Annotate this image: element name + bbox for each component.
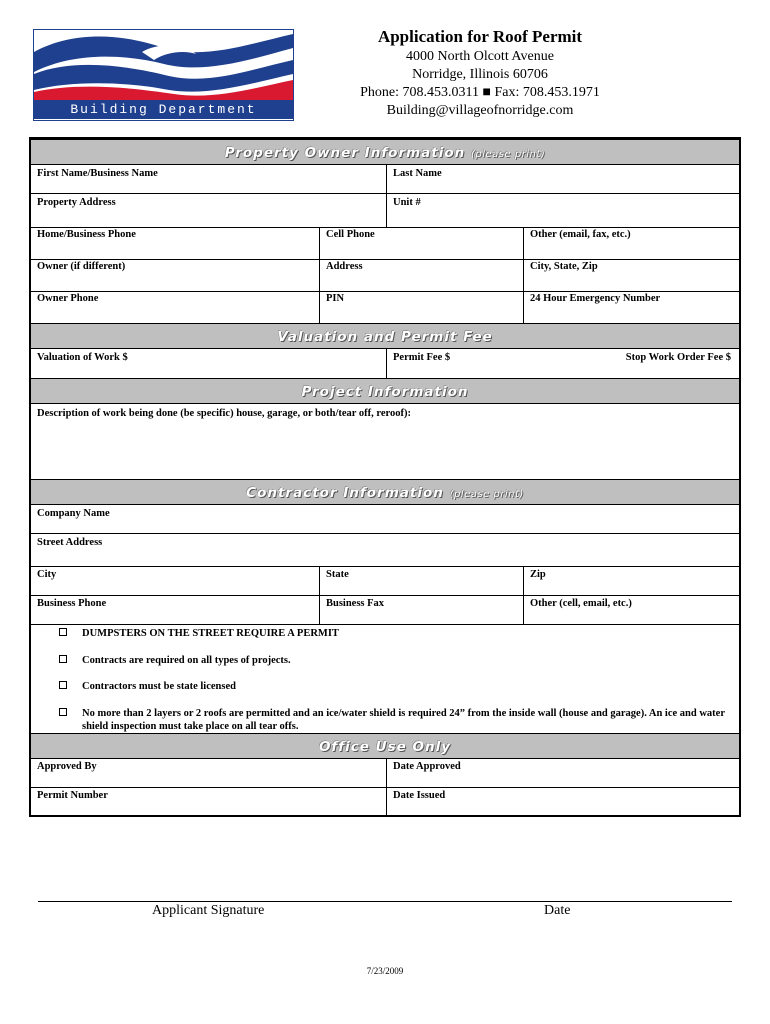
building-department-logo: [33, 29, 294, 121]
permit-fee-label: Permit Fee $: [393, 352, 451, 363]
business-phone-label: Business Phone: [37, 598, 107, 609]
section-title-office: Office Use Only: [318, 739, 452, 755]
cell-phone-label: Cell Phone: [326, 229, 375, 240]
section-header-contractor: [31, 479, 739, 505]
page-header: [310, 27, 650, 120]
section-header-project: [31, 378, 739, 404]
other-contact-label: Other (email, fax, etc.): [530, 229, 631, 240]
footer-date: 7/23/2009: [366, 966, 404, 976]
checkbox-icon[interactable]: [59, 681, 67, 689]
section-title-owner: Property Owner Information: [224, 145, 466, 161]
section-title-valuation: Valuation and Permit Fee: [277, 329, 493, 345]
first-name-label: First Name/Business Name: [37, 168, 158, 179]
section-header-valuation: [31, 323, 739, 349]
home-phone-label: Home/Business Phone: [37, 229, 136, 240]
section-title-contractor: Contractor Information: [246, 485, 444, 501]
stop-work-fee-label: Stop Work Order Fee $: [625, 352, 731, 363]
section-title-project: Project Information: [301, 384, 469, 400]
last-name-label: Last Name: [393, 168, 442, 179]
applicant-signature-label: Applicant Signature: [152, 903, 265, 918]
city-state-zip-label: City, State, Zip: [530, 261, 598, 272]
signature-date-label: Date: [544, 903, 571, 918]
owner-phone-label: Owner Phone: [37, 293, 99, 304]
approved-by-label: Approved By: [37, 761, 97, 772]
unit-label: Unit #: [393, 197, 421, 208]
office-phone-fax: Phone: 708.453.0311 ■ Fax: 708.453.1971: [360, 85, 600, 100]
business-fax-label: Business Fax: [326, 598, 385, 609]
list-item: DUMPSTERS ON THE STREET REQUIRE A PERMIT: [53, 627, 729, 641]
page-title: Application for Roof Permit: [377, 27, 583, 46]
valuation-label: Valuation of Work $: [37, 352, 128, 363]
contractor-state-label: State: [326, 569, 349, 580]
property-address-label: Property Address: [37, 197, 116, 208]
office-email: Building@villageofnorridge.com: [386, 103, 574, 118]
checkbox-icon[interactable]: [59, 655, 67, 663]
section-note-contractor: (please print): [449, 489, 524, 500]
company-name-label: Company Name: [37, 508, 110, 519]
emergency-number-label: 24 Hour Emergency Number: [530, 293, 661, 304]
signature-line: [38, 901, 732, 902]
section-header-owner: [31, 139, 739, 165]
owner-address-label: Address: [326, 261, 363, 272]
section-note-owner: (please print): [470, 149, 546, 160]
list-item: Contracts are required on all types of projects.: [53, 654, 729, 668]
list-item: Contractors must be state licensed: [53, 680, 729, 694]
office-city: Norridge, Illinois 60706: [412, 67, 548, 82]
description-label: Description of work being done (be specific) house, garage, or both/tear off, reroof):: [37, 408, 411, 419]
office-address: 4000 North Olcott Avenue: [406, 49, 554, 64]
checkbox-icon[interactable]: [59, 628, 67, 636]
contractor-city-label: City: [37, 569, 57, 580]
permit-form: [29, 137, 741, 817]
list-item: No more than 2 layers or 2 roofs are permitted and an ice/water shield is required 24” from the inside wall (house and garage). An ice and water shield inspection must take place on all tear offs.: [53, 707, 729, 733]
section-header-office: [31, 733, 739, 759]
contractor-other-label: Other (cell, email, etc.): [530, 598, 632, 609]
pin-label: PIN: [326, 293, 345, 304]
date-approved-label: Date Approved: [393, 761, 461, 772]
checkbox-icon[interactable]: [59, 708, 67, 716]
street-address-label: Street Address: [37, 537, 103, 548]
permit-number-label: Permit Number: [37, 790, 108, 801]
contractor-zip-label: Zip: [530, 569, 546, 580]
date-issued-label: Date Issued: [393, 790, 446, 801]
owner-if-different-label: Owner (if different): [37, 261, 126, 272]
logo-caption: Building Department: [34, 100, 293, 119]
